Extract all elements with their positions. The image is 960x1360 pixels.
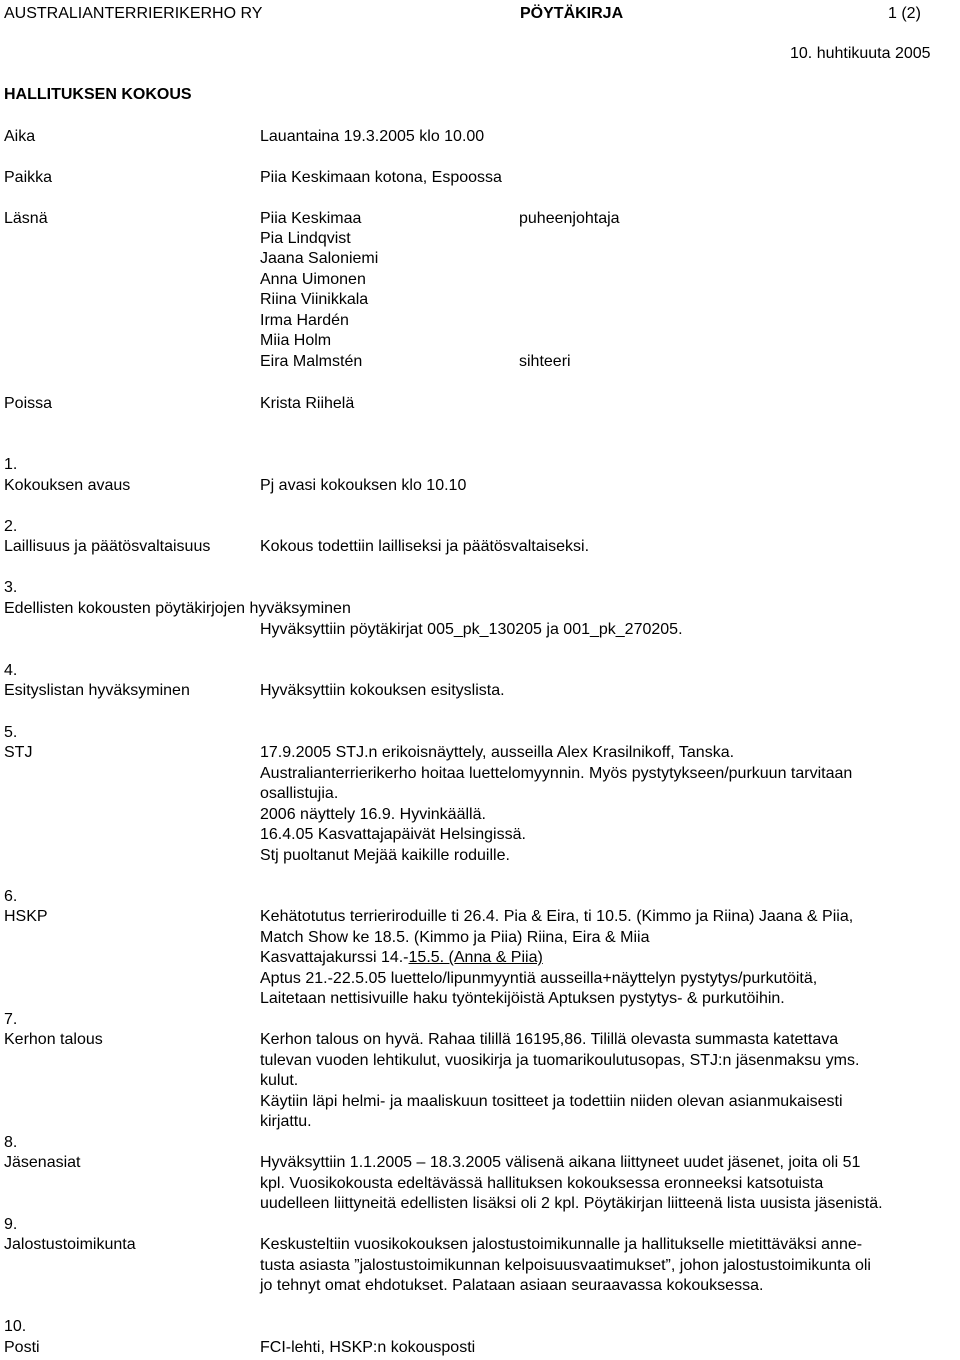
item-text-line: 2006 näyttely 16.9. Hyvinkäällä. bbox=[260, 806, 486, 823]
item-number: 8. bbox=[4, 1134, 18, 1151]
item-text-line: Keskusteltiin vuosikokouksen jalostustoimikunnalle ja hallitukselle mietittäväksi anne- bbox=[260, 1236, 863, 1253]
item-title: Jalostustoimikunta bbox=[4, 1236, 136, 1253]
item-text: Hyväksyttiin kokouksen esityslista. bbox=[260, 682, 505, 699]
item-number: 9. bbox=[4, 1216, 18, 1233]
item-text-line: tulevan vuoden lehtikulut, vuosikirja ja tuomarikoulutusopas, STJ:n jäsenmaksu yms. bbox=[260, 1052, 860, 1069]
meeting-title: HALLITUKSEN KOKOUS bbox=[4, 86, 192, 103]
item-text-line: kulut. bbox=[260, 1072, 299, 1089]
item-number: 7. bbox=[4, 1011, 18, 1028]
document-type: PÖYTÄKIRJA bbox=[520, 5, 624, 22]
chair-role: puheenjohtaja bbox=[519, 210, 620, 227]
item-title: Edellisten kokousten pöytäkirjojen hyväksyminen bbox=[4, 600, 351, 617]
item-number: 4. bbox=[4, 662, 18, 679]
attendee: Piia Keskimaa bbox=[260, 210, 362, 227]
item-text-line: Stj puoltanut Mejää kaikille roduille. bbox=[260, 847, 510, 864]
item-title: Laillisuus ja päätösvaltaisuus bbox=[4, 538, 211, 555]
item-text: Hyväksyttiin pöytäkirjat 005_pk_130205 ja 001_pk_270205. bbox=[260, 621, 683, 638]
item-text-line bbox=[260, 948, 543, 968]
item-text-line: 17.9.2005 STJ.n erikoisnäyttely, ausseilla Alex Krasilnikoff, Tanska. bbox=[260, 744, 735, 761]
item-number: 6. bbox=[4, 888, 18, 905]
item-text-line: Laitetaan nettisivuille haku työntekijöistä Aptuksen pystytys- & purkutöihin. bbox=[260, 990, 785, 1007]
item-text-line: Kehätotutus terrieriroduille ti 26.4. Pia & Eira, ti 10.5. (Kimmo ja Riina) Jaana & Piia, bbox=[260, 908, 854, 925]
attendee: Jaana Saloniemi bbox=[260, 250, 379, 267]
present-label: Läsnä bbox=[4, 210, 48, 227]
absent-value: Krista Riihelä bbox=[260, 395, 355, 412]
item-text: Pj avasi kokouksen klo 10.10 bbox=[260, 477, 467, 494]
organization-name: AUSTRALIANTERRIERIKERHO RY bbox=[4, 5, 263, 22]
place-label: Paikka bbox=[4, 169, 53, 186]
absent-label: Poissa bbox=[4, 395, 53, 412]
item-number: 3. bbox=[4, 579, 18, 596]
time-value: Lauantaina 19.3.2005 klo 10.00 bbox=[260, 128, 485, 145]
attendee: Miia Holm bbox=[260, 332, 332, 349]
item-title: Posti bbox=[4, 1339, 40, 1356]
attendee: Pia Lindqvist bbox=[260, 230, 351, 247]
time-label: Aika bbox=[4, 128, 36, 145]
item-title: Jäsenasiat bbox=[4, 1154, 81, 1171]
item-text-line: osallistujia. bbox=[260, 785, 339, 802]
attendee: Eira Malmstén bbox=[260, 353, 363, 370]
item-text-line: uudelleen liittyneitä edellisten lisäksi oli 2 kpl. Pöytäkirjan liitteenä lista uusista jäsenistä. bbox=[260, 1195, 883, 1212]
item-title: HSKP bbox=[4, 908, 48, 925]
item-title: STJ bbox=[4, 744, 33, 761]
item-text-line: tusta asiasta ”jalostustoimikunnan kelpoisuusvaatimukset”, johon jalostustoimikunta oli bbox=[260, 1257, 871, 1274]
item-text-line: Hyväksyttiin 1.1.2005 – 18.3.2005 välisenä aikana liittyneet uudet jäsenet, joita oli 51 bbox=[260, 1154, 861, 1171]
attendee: Anna Uimonen bbox=[260, 271, 366, 288]
course-date-underlined: 15.5. (Anna & Piia) bbox=[408, 949, 543, 966]
item-text-line: Australianterrierikerho hoitaa luettelomyynnin. Myös pystytykseen/purkuun tarvitaan bbox=[260, 765, 853, 782]
item-title: Kerhon talous bbox=[4, 1031, 103, 1048]
secretary-role: sihteeri bbox=[519, 353, 571, 370]
item-number: 2. bbox=[4, 518, 18, 535]
item-text-line: Kerhon talous on hyvä. Rahaa tilillä 16195,86. Tilillä olevasta summasta katettava bbox=[260, 1031, 839, 1048]
item-text: FCI-lehti, HSKP:n kokousposti bbox=[260, 1339, 476, 1356]
item-text-line: kpl. Vuosikokousta edeltävässä hallituksen kokouksessa eronneeksi katsotuista bbox=[260, 1175, 824, 1192]
item-text-line: jo tehnyt omat ehdotukset. Palataan asiaan seuraavassa kokouksessa. bbox=[260, 1277, 764, 1294]
page-number: 1 (2) bbox=[888, 5, 921, 22]
item-number: 1. bbox=[4, 456, 18, 473]
item-number: 10. bbox=[4, 1318, 27, 1335]
item-number: 5. bbox=[4, 724, 18, 741]
item-text-line: 16.4.05 Kasvattajapäivät Helsingissä. bbox=[260, 826, 526, 843]
item-title: Esityslistan hyväksyminen bbox=[4, 682, 190, 699]
item-text-line: Match Show ke 18.5. (Kimmo ja Piia) Riina, Eira & Miia bbox=[260, 929, 650, 946]
item-text-line: kirjattu. bbox=[260, 1113, 312, 1130]
item-text-line: Aptus 21.-22.5.05 luettelo/lipunmyyntiä ausseilla+näyttelyn pystytys/purkutöitä, bbox=[260, 970, 818, 987]
place-value: Piia Keskimaan kotona, Espoossa bbox=[260, 169, 502, 186]
course-text: Kasvattajakurssi 14.- bbox=[260, 949, 409, 966]
item-text: Kokous todettiin lailliseksi ja päätösvaltaiseksi. bbox=[260, 538, 590, 555]
attendee: Riina Viinikkala bbox=[260, 291, 369, 308]
item-title: Kokouksen avaus bbox=[4, 477, 131, 494]
item-text-line: Käytiin läpi helmi- ja maaliskuun tositteet ja todettiin niiden olevan asianmukaisesti bbox=[260, 1093, 843, 1110]
attendee: Irma Hardén bbox=[260, 312, 349, 329]
document-date: 10. huhtikuuta 2005 bbox=[790, 45, 931, 62]
